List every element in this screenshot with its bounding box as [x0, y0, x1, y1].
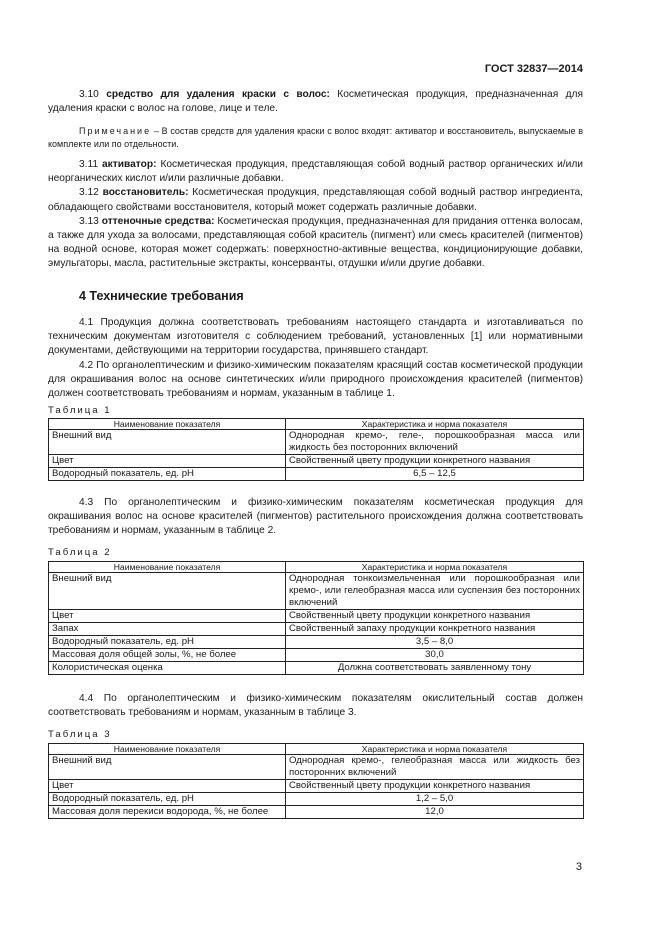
- table-3: [48, 743, 584, 819]
- col-header-name: Наименование показателя: [49, 419, 286, 430]
- standard-code: ГОСТ 32837—2014: [484, 63, 583, 75]
- clause-4-1: 4.1 Продукция должна соответствовать требованиям настоящего стандарта и изготавливаться по техническим документам изготовителя с соблюдением требований, установленных [1] или нормативными документами, действующими на территории государства, принявшего стандарт.: [48, 317, 583, 357]
- section-4-heading: 4 Технические требования: [79, 289, 244, 303]
- term: средство для удаления краски с волос:: [106, 89, 330, 100]
- clause-4-4: 4.4 По органолептическим и физико-химическим показателям окислительный состав должен соответствовать требованиям и нормам, указанным в таблице 3.: [48, 693, 583, 719]
- table-row: Водородный показатель, ед. рН 6,5 – 12,5: [49, 468, 584, 481]
- clauses-4-1-4-2: [48, 316, 583, 401]
- clause-3-12: 3.12 восстановитель: Косметическая продукция, представляющая собой водный раствор ингредиента, обладающего свойствами восстановителя, который может содержать различные добавки.: [48, 187, 584, 213]
- clause-4-3: 4.3 По органолептическим и физико-химическим показателям косметическая продукция для окрашивания волос на основе красителей (пигментов) растительного происхождения должна соответствовать требованиям и нормам, указанным в таблице 2.: [48, 497, 583, 537]
- table-row: Колористическая оценка Должна соответствовать заявленному тону: [49, 662, 584, 675]
- table-row: Внешний вид Однородная кремо-, геле-, порошкообразная масса или жидкость без посторонних включений: [49, 430, 584, 455]
- note-text: – В состав средств для удаления краски с волос входят: активатор и восстановитель, выпускаемые в комплекте или по отдельности.: [48, 126, 583, 149]
- table-row: Запах Свойственный запаху продукции конкретного названия: [49, 623, 584, 636]
- table-row: Внешний вид Однородная тонкоизмельченная или порошкообразная или кремо-, или гелеобразная масса или суспензия без посторонних включений: [49, 573, 584, 610]
- note: [48, 125, 583, 151]
- table-2-caption: Таблица 2: [48, 547, 112, 558]
- table-1-caption: Таблица 1: [48, 405, 112, 416]
- table-header-row: [49, 419, 584, 430]
- table-row: Внешний вид Однородная кремо-, гелеобразная масса или жидкость без посторонних включений: [49, 755, 584, 780]
- col-header-value: Характеристика и норма показателя: [286, 419, 584, 430]
- table-1: [48, 418, 584, 481]
- table-row: Цвет Свойственный цвету продукции конкретного названия: [49, 455, 584, 468]
- note-label: Примечание: [79, 126, 152, 136]
- table-row: Массовая доля перекиси водорода, %, не более 12,0: [49, 806, 584, 819]
- table-row: Массовая доля общей золы, %, не более 30,0: [49, 649, 584, 662]
- table-row: Цвет Свойственный цвету продукции конкретного названия: [49, 780, 584, 793]
- clauses-3-11-to-3-13: [48, 158, 583, 272]
- page-number: 3: [575, 861, 582, 873]
- clause-3-11: 3.11 активатор: Косметическая продукция, представляющая собой водный раствор органических и/или неорганических кислот и/или различные добавки.: [48, 159, 583, 185]
- table-2: [48, 561, 584, 675]
- clause-3-13: 3.13 оттеночные средства: Косметическая продукция, предназначенная для придания оттенка волосам, а также для ухода за волосами, представляющая собой краситель (пигмент) или смесь красителей (пигментов) на водной основе, которая может содержать: поверхностно-активные вещества, кондиционирующие добавки, эмульгаторы, масла, растительные экстракты, консерванты, отдушки и/или другие добавки.: [48, 215, 583, 270]
- clause-4-2: 4.2 По органолептическим и физико-химическим показателям красящий состав косметической продукции для окрашивания волос на основе синтетических и/или природного происхождения красителей (пигментов) должен соответствовать требованиям и нормам, указанным в таблице 1.: [48, 359, 583, 400]
- table-row: Цвет Свойственный цвету продукции конкретного названия: [49, 610, 584, 623]
- clause-text: Косметическая продукция, предназначенная для удаления краски с волос на голове, лице и теле.: [48, 89, 583, 115]
- table-3-caption: Таблица 3: [48, 729, 112, 740]
- table-row: Водородный показатель, ед. рН 3,5 – 8,0: [49, 636, 584, 649]
- table-header-row: Наименование показателя Характеристика и норма показателя: [49, 562, 584, 573]
- table-header-row: Наименование показателя Характеристика и норма показателя: [49, 744, 584, 755]
- table-row: Водородный показатель, ед. рН 1,2 – 5,0: [49, 793, 584, 806]
- clause-number: 3.10: [79, 89, 99, 100]
- clause-3-10: [48, 88, 583, 116]
